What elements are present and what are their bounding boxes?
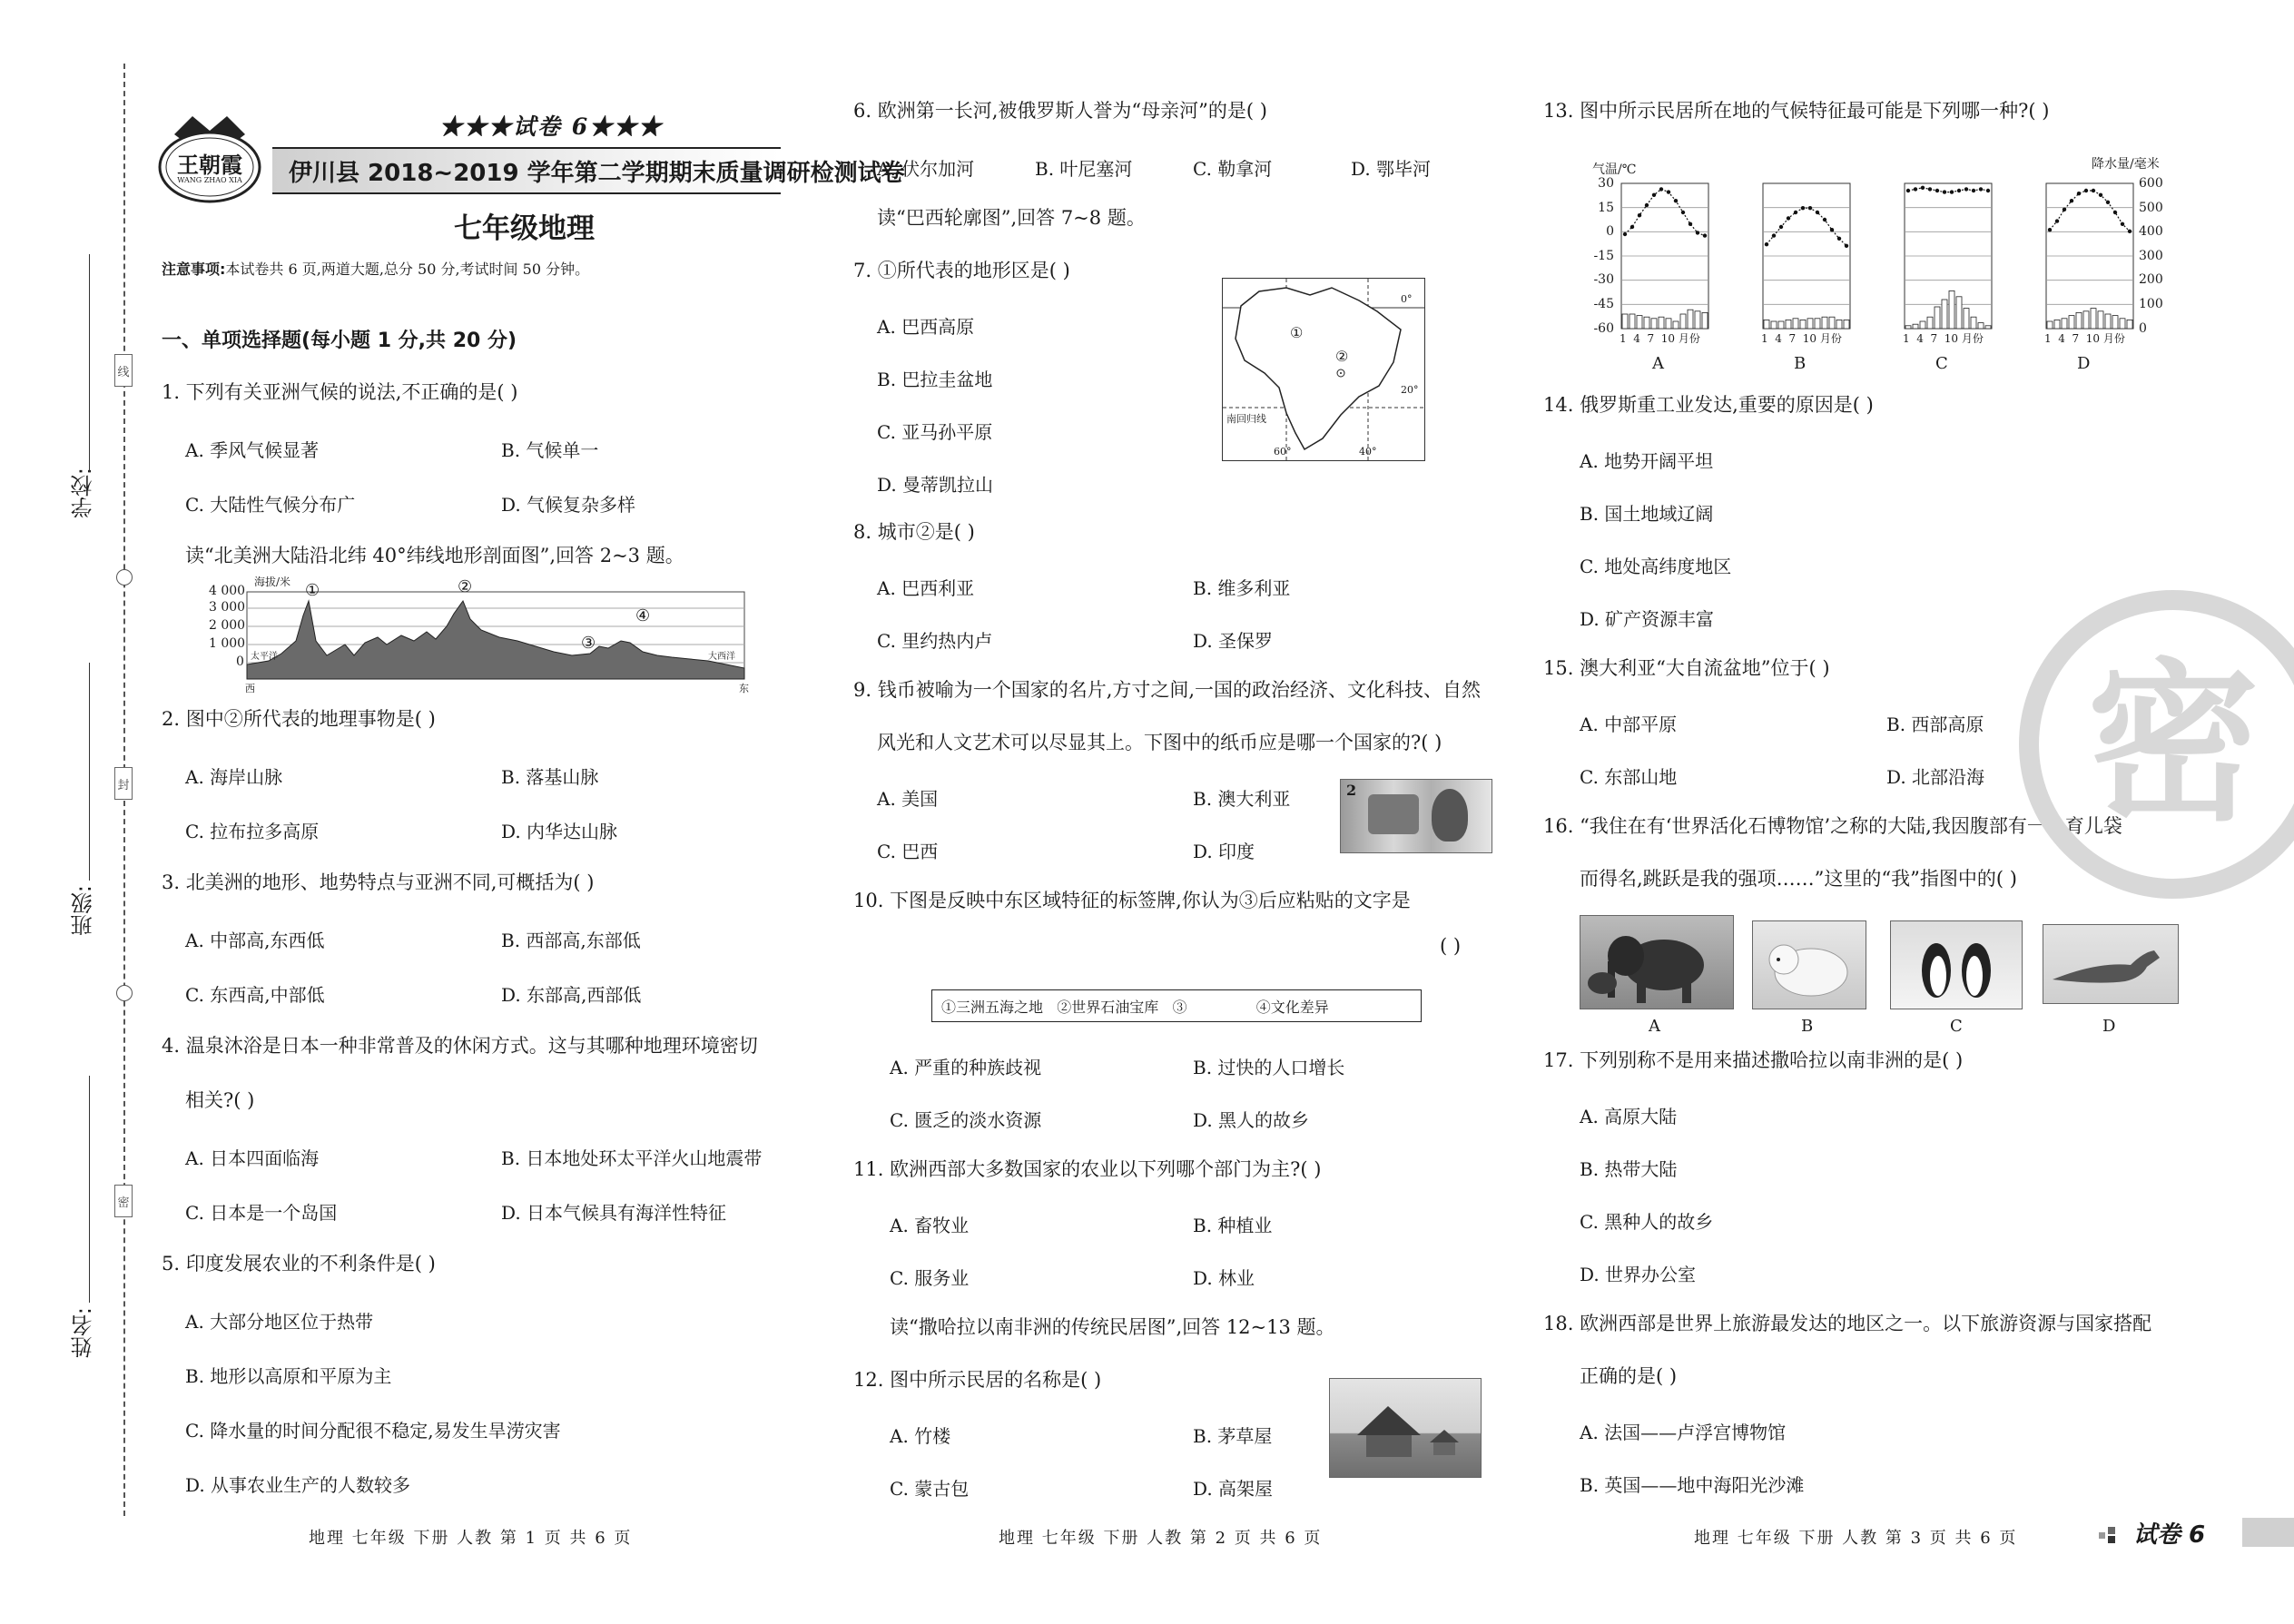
temp-point: [1950, 190, 1954, 193]
question-17-stem: 17. 下列别称不是用来描述撒哈拉以南非洲的是( ): [1543, 1049, 1964, 1071]
temp-point: [1979, 187, 1983, 191]
precip-bar: [2112, 316, 2118, 329]
middle-east-label-board: [931, 989, 1422, 1022]
precip-bar: [2054, 320, 2060, 329]
temp-point: [1623, 232, 1627, 236]
precip-bar: [1659, 317, 1664, 329]
q17-option-a[interactable]: A. 高原大陆: [1580, 1106, 1678, 1127]
question-12-stem: 12. 图中所示民居的名称是( ): [853, 1369, 1102, 1391]
q15-option-d[interactable]: D. 北部沿海: [1886, 766, 1985, 788]
banknote-portrait: [1432, 789, 1468, 842]
label-board-text: ①三洲五海之地 ②世界石油宝库 ③ ④文化差异: [941, 999, 1329, 1016]
kangaroo-photo[interactable]: [2043, 924, 2179, 1004]
q12-option-c[interactable]: C. 蒙古包: [890, 1478, 970, 1500]
q11-option-c[interactable]: C. 服务业: [890, 1267, 970, 1289]
precip-bar: [1920, 321, 1925, 329]
footer-page-1: 地理 七年级 下册 人教 第 1 页 共 6 页: [309, 1529, 633, 1548]
temp-point: [2121, 222, 2124, 226]
profile-west-label: 西: [245, 683, 255, 694]
q7-option-a[interactable]: A. 巴西高原: [877, 316, 975, 338]
q6-option-b[interactable]: B. 叶尼塞河: [1035, 158, 1133, 180]
precip-bar: [2062, 319, 2067, 329]
climate-charts-figure: [1580, 154, 2179, 381]
precip-bar: [1971, 317, 1976, 329]
temp-curve: [1625, 189, 1705, 235]
question-10-paren: ( ): [1440, 935, 1462, 957]
q3-option-a[interactable]: A. 中部高,东西低: [185, 930, 325, 951]
precip-bar: [1622, 314, 1628, 329]
temp-point: [1986, 189, 1990, 192]
reading-instruction-12-13: 读“撒哈拉以南非洲的传统民居图”,回答 12~13 题。: [890, 1316, 1335, 1338]
precip-tick-label: 300: [2139, 248, 2163, 263]
precip-tick-label: 0: [2139, 320, 2147, 336]
precip-bar: [1680, 314, 1686, 329]
question-18-stem-cont: 正确的是( ): [1580, 1365, 1678, 1387]
polar-bear-photo[interactable]: [1752, 920, 1866, 1009]
profile-pacific-label: 太平洋: [251, 652, 278, 662]
brazil-marker-2: ②: [1335, 348, 1349, 365]
q3-option-c[interactable]: C. 东西高,中部低: [185, 984, 325, 1006]
q10-option-b[interactable]: B. 过快的人口增长: [1193, 1057, 1345, 1078]
notice-label: 注意事项:: [162, 261, 226, 278]
q16-option-c[interactable]: C: [1950, 1017, 1963, 1036]
precip-bar: [2083, 311, 2089, 329]
q9-option-a[interactable]: A. 美国: [877, 788, 939, 810]
precip-bar: [1666, 319, 1671, 329]
question-1-stem: 1. 下列有关亚洲气候的说法,不正确的是( ): [162, 381, 518, 403]
brazil-outline-map: [1222, 278, 1425, 461]
q2-option-a[interactable]: A. 海岸山脉: [185, 766, 283, 788]
seal-secret-mark: 密: [114, 1185, 133, 1217]
notice: [162, 258, 589, 279]
temp-point: [1845, 244, 1848, 248]
q16-option-a[interactable]: A: [1649, 1017, 1660, 1036]
binding-dot: [116, 569, 133, 586]
subject-title: 七年级地理: [454, 212, 595, 245]
seal-seal-mark: 封: [114, 767, 133, 800]
profile-tick-2000: 2 000: [209, 618, 246, 633]
precip-bar: [1964, 309, 1969, 329]
question-18-stem: 18. 欧洲西部是世界上旅游最发达的地区之一。以下旅游资源与国家搭配: [1543, 1313, 2152, 1334]
q2-option-d[interactable]: D. 内华达山脉: [501, 821, 618, 842]
temp-point: [2077, 192, 2081, 195]
precip-bar: [2120, 319, 2125, 329]
q3-option-d[interactable]: D. 东部高,西部低: [501, 984, 642, 1006]
temp-point: [1914, 187, 1917, 191]
temp-tick-label: -30: [1593, 272, 1614, 288]
secret-watermark-seal: [2019, 590, 2294, 899]
q18-option-b[interactable]: B. 英国——地中海阳光沙滩: [1580, 1474, 1805, 1496]
q7-option-b[interactable]: B. 巴拉圭盆地: [877, 369, 993, 390]
precip-bar: [2091, 309, 2096, 329]
profile-marker-4: ④: [635, 606, 651, 625]
question-2-stem: 2. 图中②所代表的地理事物是( ): [162, 708, 436, 730]
q6-option-c[interactable]: C. 勒拿河: [1193, 158, 1273, 180]
temp-point: [1801, 206, 1805, 210]
profile-marker-3: ③: [581, 634, 596, 653]
climate-panel: [2046, 183, 2133, 329]
precip-bar: [2098, 311, 2103, 329]
q18-option-a[interactable]: A. 法国——卢浮宫博物馆: [1580, 1422, 1787, 1443]
temp-point: [1794, 211, 1797, 214]
reading-instruction-7-8: 读“巴西轮廓图”,回答 7~8 题。: [877, 207, 1146, 229]
banknote-image: [1340, 779, 1492, 853]
q1-option-d[interactable]: D. 气候复杂多样: [501, 494, 636, 516]
question-8-stem: 8. 城市②是( ): [853, 521, 975, 543]
temp-point: [2099, 193, 2102, 197]
temp-tick-label: -45: [1593, 297, 1614, 311]
climate-label-d: D: [2077, 354, 2091, 373]
precip-bar: [1800, 320, 1806, 329]
precip-bar: [1815, 319, 1820, 329]
month-ticks-b: 1 4 7 10 月份: [1761, 332, 1842, 345]
q5-option-b[interactable]: B. 地形以高原和平原为主: [185, 1365, 392, 1387]
precip-bar: [1935, 307, 1940, 329]
notice-text: 本试卷共 6 页,两道大题,总分 50 分,考试时间 50 分钟。: [225, 261, 590, 278]
temp-point: [1935, 189, 1939, 192]
profile-marker-1: ①: [305, 581, 320, 600]
precip-bar: [1764, 320, 1769, 329]
brand-logo: [156, 107, 263, 205]
footer-tag-bar: [2242, 1518, 2294, 1547]
question-14-stem: 14. 俄罗斯重工业发达,重要的原因是( ): [1543, 394, 1874, 416]
temp-point: [1972, 189, 1975, 192]
q10-option-d[interactable]: D. 黑人的故乡: [1193, 1109, 1310, 1131]
question-15-stem: 15. 澳大利亚“大自流盆地”位于( ): [1543, 657, 1830, 679]
temp-tick-label: -60: [1593, 320, 1614, 336]
precip-bar: [1844, 320, 1849, 329]
temp-point: [1638, 213, 1641, 217]
temp-point: [1772, 233, 1776, 237]
temp-curve: [1908, 188, 1988, 192]
precip-bar: [1978, 323, 1984, 329]
precip-tick-label: 600: [2139, 176, 2163, 191]
q8-option-d[interactable]: D. 圣保罗: [1193, 630, 1274, 652]
question-16-stem: 16. “我住在有‘世界活化石博物馆’之称的大陆,我因腹部有一个育儿袋: [1543, 815, 2122, 837]
temp-point: [2055, 219, 2059, 222]
school-line: [89, 254, 90, 472]
temp-point: [1674, 199, 1678, 202]
african-hut-photo: [1329, 1378, 1482, 1478]
temp-point: [1823, 218, 1826, 221]
q11-option-b[interactable]: B. 种植业: [1193, 1215, 1273, 1236]
q4-option-d[interactable]: D. 日本气候具有海洋性特征: [501, 1202, 727, 1224]
precip-tick-label: 100: [2139, 297, 2163, 311]
q6-option-d[interactable]: D. 鄂毕河: [1351, 158, 1432, 180]
watermark-text: 密: [2086, 644, 2260, 844]
q12-option-b[interactable]: B. 茅草屋: [1193, 1425, 1273, 1447]
question-4-stem: 4. 温泉沐浴是日本一种非常普及的休闲方式。这与其哪种地理环境密切: [162, 1035, 758, 1057]
q10-option-a[interactable]: A. 严重的种族歧视: [890, 1057, 1042, 1078]
temp-point: [1689, 222, 1692, 226]
profile-atlantic-label: 大西洋: [708, 652, 735, 662]
profile-tick-1000: 1 000: [209, 636, 246, 651]
brazil-tropic-label: 南回归线: [1226, 413, 1266, 425]
reading-instruction-2-3: 读“北美洲大陆沿北纬 40°纬线地形剖面图”,回答 2~3 题。: [185, 545, 684, 566]
temp-point: [1928, 187, 1932, 191]
temp-point: [1667, 190, 1670, 193]
temp-point: [1645, 203, 1649, 207]
name-line: [89, 1076, 90, 1303]
footer-page-3: 地理 七年级 下册 人教 第 3 页 共 6 页: [1694, 1529, 2018, 1548]
temp-curve: [2050, 191, 2130, 231]
question-9-stem: 9. 钱币被喻为一个国家的名片,方寸之间,一国的政治经济、文化科技、自然: [853, 679, 1482, 701]
precip-bar: [1702, 312, 1708, 329]
binding-dot: [116, 985, 133, 1001]
precip-bar: [2127, 320, 2132, 329]
brand-logo-text: 王朝霞: [177, 152, 242, 178]
q16-option-b[interactable]: B: [1801, 1017, 1814, 1036]
precip-bar: [1836, 320, 1842, 329]
q8-option-a[interactable]: A. 巴西利亚: [877, 577, 975, 599]
temp-point: [1765, 242, 1768, 246]
question-11-stem: 11. 欧洲西部大多数国家的农业以下列哪个部门为主?( ): [853, 1158, 1322, 1180]
brazil-equator-label: 0°: [1401, 293, 1413, 305]
temp-point: [1681, 211, 1685, 214]
temp-point: [1703, 233, 1707, 237]
precip-bar: [1949, 290, 1954, 329]
precip-bar: [1942, 300, 1947, 329]
question-13-stem: 13. 图中所示民居所在地的气候特征最可能是下列哪一种?( ): [1543, 100, 2050, 122]
temp-point: [1696, 231, 1699, 234]
precip-bar: [1695, 311, 1700, 329]
precip-bar: [1985, 326, 1991, 329]
q14-option-b[interactable]: B. 国土地域辽阔: [1580, 503, 1714, 525]
climate-panel: [1905, 183, 1992, 329]
brazil-lat20-label: 20°: [1401, 384, 1419, 396]
q4-option-b[interactable]: B. 日本地处环太平洋火山地震带: [501, 1147, 763, 1169]
brazil-lon40-label: 40°: [1359, 446, 1377, 458]
precip-bar: [1644, 317, 1649, 329]
q7-option-c[interactable]: C. 亚马孙平原: [877, 421, 993, 443]
precip-bar: [1629, 314, 1635, 329]
q2-option-c[interactable]: C. 拉布拉多高原: [185, 821, 320, 842]
profile-tick-0: 0: [236, 655, 244, 669]
precip-tick-label: 400: [2139, 224, 2163, 240]
footer-paper-tag: 试卷 6: [2133, 1521, 2206, 1549]
precip-bar: [2047, 321, 2053, 329]
q1-option-a[interactable]: A. 季风气候显著: [185, 439, 320, 461]
temp-point: [1787, 216, 1790, 220]
temp-curve: [1767, 208, 1846, 246]
temp-point: [1830, 228, 1834, 231]
q14-option-c[interactable]: C. 地处高纬度地区: [1580, 556, 1732, 577]
precip-bar: [2076, 312, 2082, 329]
temp-point: [1808, 206, 1812, 210]
precip-bar: [1913, 324, 1918, 329]
q7-option-d[interactable]: D. 曼蒂凯拉山: [877, 474, 994, 496]
paper-number: ★★★试卷 6★★★: [439, 113, 664, 140]
q3-option-b[interactable]: B. 西部高,东部低: [501, 930, 641, 951]
temp-point: [1943, 190, 1946, 193]
temp-point: [2128, 230, 2132, 233]
profile-tick-4000: 4 000: [209, 584, 246, 598]
q15-option-b[interactable]: B. 西部高原: [1886, 714, 1984, 735]
question-10-stem: 10. 下图是反映中东区域特征的标签牌,你认为③后应粘贴的文字是: [853, 890, 1411, 911]
temp-point: [1816, 211, 1819, 214]
climate-label-b: B: [1794, 354, 1807, 373]
terrain-profile-figure: [209, 574, 772, 692]
temp-tick-label: 0: [1606, 224, 1614, 240]
class-line: [89, 663, 90, 881]
temp-point: [1964, 187, 1968, 191]
temp-point: [1630, 225, 1634, 229]
climate-label-c: C: [1935, 354, 1948, 373]
profile-ylabel: 海拔/米: [254, 576, 291, 588]
q14-option-d[interactable]: D. 矿产资源丰富: [1580, 608, 1715, 630]
class-label: 班级:: [71, 885, 96, 937]
profile-marker-2: ②: [458, 577, 473, 596]
temp-point: [2106, 201, 2110, 204]
temp-point: [1921, 186, 1925, 190]
temp-point: [2063, 208, 2066, 212]
question-7-stem: 7. ①所代表的地形区是( ): [853, 260, 1070, 281]
precip-axis-label: 降水量/毫米: [2092, 157, 2160, 172]
question-16-stem-cont: 而得名,跳跃是我的强项……”这里的“我”指图中的( ): [1580, 868, 2017, 890]
precip-bar: [2105, 314, 2111, 329]
q17-option-b[interactable]: B. 热带大陆: [1580, 1158, 1678, 1180]
precip-tick-label: 500: [2139, 200, 2163, 215]
q8-option-c[interactable]: C. 里约热内卢: [877, 630, 993, 652]
temp-tick-label: 15: [1598, 200, 1614, 215]
temp-axis-label: 气温/℃: [1592, 162, 1637, 177]
precip-tick-label: 200: [2139, 272, 2163, 288]
precip-bar: [1905, 326, 1911, 329]
temp-point: [1652, 193, 1656, 197]
precip-bar: [1807, 319, 1813, 329]
q15-option-c[interactable]: C. 东部山地: [1580, 766, 1678, 788]
temp-point: [1957, 189, 1961, 192]
q12-option-d[interactable]: D. 高架屋: [1193, 1478, 1274, 1500]
exam-title: 伊川县 2018~2019 学年第二学期期末质量调研检测试卷: [289, 160, 905, 187]
q5-option-d[interactable]: D. 从事农业生产的人数较多: [185, 1474, 411, 1496]
q2-option-b[interactable]: B. 落基山脉: [501, 766, 599, 788]
precip-bar: [1778, 321, 1784, 329]
q14-option-a[interactable]: A. 地势开阔平坦: [1580, 450, 1714, 472]
profile-tick-3000: 3 000: [209, 600, 246, 615]
precip-bar: [1673, 321, 1679, 329]
q4-option-c[interactable]: C. 日本是一个岛国: [185, 1202, 338, 1224]
q15-option-a[interactable]: A. 中部平原: [1580, 714, 1678, 735]
question-6-stem: 6. 欧洲第一长河,被俄罗斯人誉为“母亲河”的是( ): [853, 100, 1267, 122]
q8-option-b[interactable]: B. 维多利亚: [1193, 577, 1291, 599]
temp-tick-label: 30: [1598, 176, 1614, 191]
question-9-stem-cont: 风光和人文艺术可以尽显其上。下图中的纸币应是哪一个国家的?( ): [877, 732, 1442, 753]
month-ticks-d: 1 4 7 10 月份: [2044, 332, 2125, 345]
q11-option-a[interactable]: A. 畜牧业: [890, 1215, 970, 1236]
q17-option-c[interactable]: C. 黑种人的故乡: [1580, 1211, 1714, 1233]
precip-bar: [1956, 297, 1962, 329]
footer-page-2: 地理 七年级 下册 人教 第 2 页 共 6 页: [999, 1529, 1323, 1548]
name-label: 姓名:: [71, 1307, 96, 1359]
banknote-vignette: [1368, 794, 1419, 834]
temp-point: [2070, 199, 2073, 202]
q9-option-c[interactable]: C. 巴西: [877, 841, 939, 862]
q1-option-c[interactable]: C. 大陆性气候分布广: [185, 494, 356, 516]
q5-option-c[interactable]: C. 降水量的时间分配很不稳定,易发生旱涝灾害: [185, 1420, 561, 1442]
temp-point: [1779, 225, 1783, 229]
q10-option-c[interactable]: C. 匮乏的淡水资源: [890, 1109, 1042, 1131]
q5-option-a[interactable]: A. 大部分地区位于热带: [185, 1311, 374, 1333]
precip-bar: [1637, 316, 1642, 329]
q16-option-d[interactable]: D: [2102, 1017, 2116, 1036]
profile-east-label: 东: [739, 683, 749, 694]
q6-option-a[interactable]: A. 伏尔加河: [877, 158, 975, 180]
question-5-stem: 5. 印度发展农业的不利条件是( ): [162, 1253, 436, 1275]
precip-bar: [1651, 319, 1657, 329]
temp-point: [1906, 189, 1910, 192]
climate-panel: [1763, 183, 1850, 329]
climate-panel: [1621, 183, 1708, 329]
q17-option-d[interactable]: D. 世界办公室: [1580, 1264, 1697, 1285]
climate-label-a: A: [1652, 354, 1664, 373]
precip-bar: [1793, 319, 1798, 329]
penguins-photo[interactable]: [1890, 920, 2023, 1009]
q12-option-a[interactable]: A. 竹楼: [890, 1425, 951, 1447]
temp-point: [1659, 187, 1663, 191]
seal-line-mark: 线: [114, 354, 133, 387]
month-ticks-c: 1 4 7 10 月份: [1903, 332, 1984, 345]
precip-bar: [1822, 317, 1827, 329]
precip-bar: [1927, 317, 1933, 329]
precip-bar: [1771, 321, 1777, 329]
temp-tick-label: -15: [1593, 248, 1614, 263]
q4-option-a[interactable]: A. 日本四面临海: [185, 1147, 320, 1169]
temp-point: [2113, 211, 2117, 214]
brazil-lon60-label: 60°: [1274, 446, 1292, 458]
question-3-stem: 3. 北美洲的地形、地势特点与亚洲不同,可概括为( ): [162, 871, 595, 893]
precip-bar: [2069, 316, 2074, 329]
temp-point: [2092, 189, 2095, 192]
brand-logo-subtext: WANG ZHAO XIA: [177, 176, 242, 184]
temp-point: [2048, 228, 2052, 231]
precip-bar: [1786, 320, 1791, 329]
temp-point: [1837, 237, 1841, 241]
elephant-photo[interactable]: [1580, 915, 1734, 1009]
q9-option-b[interactable]: B. 澳大利亚: [1193, 788, 1291, 810]
q1-option-b[interactable]: B. 气候单一: [501, 439, 599, 461]
precip-bar: [1688, 310, 1693, 329]
temp-point: [2084, 189, 2088, 192]
section-heading: 一、单项选择题(每小题 1 分,共 20 分): [162, 330, 517, 352]
climate-plots: [1580, 154, 2179, 381]
banknote-denomination: 2: [1346, 782, 1357, 799]
footer-deco-squares: [2099, 1523, 2124, 1543]
q9-option-d[interactable]: D. 印度: [1193, 841, 1255, 862]
q11-option-d[interactable]: D. 林业: [1193, 1267, 1255, 1289]
school-label: 学校:: [71, 468, 96, 519]
brazil-marker-1: ①: [1290, 324, 1304, 341]
precip-bar: [1829, 317, 1835, 329]
question-4-stem-cont: 相关?( ): [185, 1089, 255, 1111]
month-ticks-a: 1 4 7 10 月份: [1620, 332, 1700, 345]
